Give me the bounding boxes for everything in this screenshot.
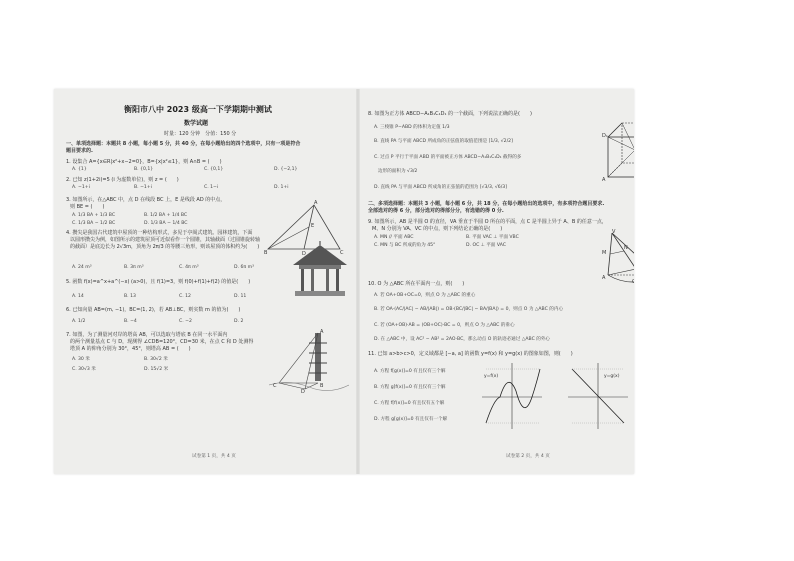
scanned-exam-paper xyxy=(54,89,666,474)
q5-option-a: A. 14 xyxy=(72,294,84,299)
question-10: 10. O 为 △ABC 所在平面内一点，则( ) xyxy=(368,281,465,287)
question-8: 8. 如图为正方体 ABCD−A₁B₁C₁D₁ 的一个截面，下列说法正确的是( ) xyxy=(368,111,532,117)
left-page-footer: 试卷第 1 页，共 4 页 xyxy=(192,454,236,459)
svg-text:M: M xyxy=(602,250,607,256)
exam-title: 衡阳市八中 2023 级高一下学期期中测试 xyxy=(124,105,272,114)
q5-option-b: B. 13 xyxy=(124,294,136,299)
q4-option-b: B. 3π m³ xyxy=(124,265,144,270)
question-1: 1. 设集合 A={x∈R|x²+x−2=0}，B={x|x²≤1}，则 A∩B = ( ) xyxy=(66,159,222,165)
svg-text:C: C xyxy=(340,250,344,255)
svg-text:N: N xyxy=(624,245,628,251)
question-7: 7. 如图，为了测量河对岸的塔高 AB，可以选取与塔底 B 在同一水平面内 xyxy=(66,332,228,338)
q10-option-c: C. 若 (OA+OB)·AB = (OB+OC)·BC = 0，则点 O 为 △ABC 的垂心 xyxy=(374,323,515,328)
q11-option-d: D. 方程 g[g(x)]=0 有且仅有一个解 xyxy=(374,417,448,422)
pavilion-picture xyxy=(289,241,351,299)
question-3-cont: 则 BE = ( ) xyxy=(70,204,105,210)
svg-text:A: A xyxy=(602,177,606,181)
q2-option-a: A. −1+i xyxy=(72,185,90,190)
q10-option-d: D. 在 △ABC 中，设 AC² − AB² = 2AO·BC，那么动点 O 的轨迹必通过 △ABC 的外心 xyxy=(374,337,551,342)
q9-option-b: B. 平面 VAC ⊥ 平面 VBC xyxy=(466,235,519,240)
question-5: 5. 函数 f(x)=a^x+a^(−x) (a>0)，且 f(1)=3，则 f(0)+f(1)+f(2) 的值是( ) xyxy=(66,279,251,285)
svg-text:V: V xyxy=(612,229,616,235)
page-fold xyxy=(356,89,360,474)
left-page xyxy=(64,89,356,474)
q5-option-d: D. 11 xyxy=(234,294,247,299)
question-4: 4. 攒尖是我国古代建筑中屋顶的一种结构形式，多见于亭阁式建筑。园林建筑，下面 xyxy=(66,230,253,236)
q7-option-c: C. 30√3 米 xyxy=(72,367,96,372)
q1-option-c: C. {0,1} xyxy=(204,167,224,172)
question-7-cont-1: 的两个测量基点 C 与 D，现测得 ∠CDB=120°，CD=30 米，在点 C 和 D 处测得 xyxy=(70,339,254,345)
q8-option-b: B. 直线 PA 与平面 ABCD 所成角的正弦值的取值范围是 [1/3, √2/2] xyxy=(374,139,513,144)
q1-option-d: D. {−2,1} xyxy=(274,167,298,172)
q8-option-c: C. 过点 P 平行于平面 ABD 的平面被正方体 ABCD−A₁B₁C₁D₁ 截得的多 xyxy=(374,155,522,160)
q10-option-b: B. 若 OA·(AC/|AC| − AB/|AB|) = OB·(BC/|BC| − BA/|BA|) = 0，则点 O 为 △ABC 的内心 xyxy=(374,307,564,312)
svg-text:B: B xyxy=(320,383,324,389)
q9-option-c: C. MN 与 BC 所成的角为 45° xyxy=(374,243,436,248)
svg-text:D₁: D₁ xyxy=(602,133,608,139)
q11-option-b: B. 方程 g[f(x)]=0 有且仅有三个解 xyxy=(374,385,446,390)
svg-text:E: E xyxy=(311,223,315,229)
q10-option-a: A. 若 OA+OB+OC=0，则点 O 为 △ABC 的重心 xyxy=(374,293,476,298)
svg-text:D: D xyxy=(302,251,306,255)
q3-option-a: A. 1/3 BA + 1/3 BC xyxy=(72,213,116,218)
question-7-cont-2: 塔顶 A 的仰角分别为 30°，45°，则塔高 AB = ( ) xyxy=(70,346,191,352)
q2-option-b: B. −1+i xyxy=(134,185,152,190)
exam-meta: 时量：120 分钟 分值：150 分 xyxy=(164,131,237,137)
section-2-heading: 二、多项选择题：本题共 3 小题，每小题 6 分，共 18 分，在每小题给出的选项中，有多项符合题目要求. xyxy=(368,201,605,207)
q3-option-c: C. 1/3 BA − 1/2 BC xyxy=(72,221,116,226)
q1-option-a: A. {1} xyxy=(72,167,87,172)
svg-text:A: A xyxy=(320,329,324,335)
question-9-cont: M、N 分别为 VA、VC 的中点，则下列结论正确的是( ) xyxy=(372,226,503,232)
q11-option-a: A. 方程 f[g(x)]=0 有且仅有三个解 xyxy=(374,369,446,374)
question-11: 11. 已知 a>b>c>0，定义域都是 [−a, a] 的函数 y=f(x) 和 y=g(x) 的图象如图，则( ) xyxy=(368,351,573,357)
half-circle-pyramid-figure: V M N A B C O xyxy=(602,229,662,285)
svg-text:O: O xyxy=(632,279,636,285)
q8-option-c-cont: 边形的面积为 √3/2 xyxy=(378,169,418,174)
q4-option-a: A. 24 m³ xyxy=(72,265,92,270)
graph-g-label: y=g(x) xyxy=(604,374,620,379)
question-4-cont-2: 的截面）是底边长为 2√3m，顶角为 2π/3 的等腰三角形，则该屋顶的体积约为( ) xyxy=(70,244,260,250)
q4-option-d: D. 6π m³ xyxy=(234,265,254,270)
svg-text:C: C xyxy=(273,383,277,389)
q9-option-d: D. OC ⊥ 平面 VAC xyxy=(466,243,506,248)
section-1-heading-cont: 题目要求的. xyxy=(66,148,93,154)
question-9: 9. 如图所示，AB 是半圆 O 的直径，VA 垂直于半圆 O 所在的平面，点 C 是半圆上异于 A、B 的任意一点， xyxy=(368,219,607,225)
section-2-heading-cont: 全部选对的得 6 分，部分选对的得部分分，有选错的得 0 分. xyxy=(368,208,504,214)
q6-option-b: B. −4 xyxy=(124,319,137,324)
question-4-cont-1: 以圆形攒尖为例，如图所示的建筑屋顶可近似看作一个圆锥，其轴截面（过圆锥旋转轴 xyxy=(70,237,261,243)
q4-option-c: C. 4π m³ xyxy=(179,265,199,270)
q9-option-a: A. MN // 平面 ABC xyxy=(374,235,414,240)
q8-option-a: A. 三棱锥 P−ABD 的体积为定值 1/3 xyxy=(374,125,450,130)
question-3: 3. 如图所示，在△ABC 中，点 D 在线段 BC 上，E 是线段 AD 的中点， xyxy=(66,197,226,203)
q6-option-a: A. 1/2 xyxy=(72,319,86,324)
question-2: 2. 已知 z(1+2i)=5 (i 为虚数单位)，则 z = ( ) xyxy=(66,177,179,183)
q1-option-b: B. {0,1} xyxy=(134,167,154,172)
svg-text:B: B xyxy=(264,250,268,255)
right-page xyxy=(366,89,666,474)
q7-option-b: B. 30√2 米 xyxy=(144,357,168,362)
svg-text:A: A xyxy=(602,275,606,281)
q6-option-d: D. 2 xyxy=(234,319,244,324)
q2-option-d: D. 1+i xyxy=(274,185,289,190)
right-page-footer: 试卷第 2 页，共 4 页 xyxy=(506,454,550,459)
graph-f-label: y=f(x) xyxy=(484,374,499,379)
q7-option-a: A. 30 米 xyxy=(72,357,90,362)
q3-option-b: B. 1/2 BA + 1/4 BC xyxy=(144,213,188,218)
q2-option-c: C. 1−i xyxy=(204,185,219,190)
q6-option-c: C. −2 xyxy=(179,319,192,324)
graph-f-of-x xyxy=(480,361,544,431)
graph-g-of-x xyxy=(566,361,630,431)
q7-option-d: D. 15√2 米 xyxy=(144,367,169,372)
section-1-heading: 一、单项选择题：本题共 8 小题，每小题 5 分，共 40 分，在每小题给出的四个选项中，只有一项是符合 xyxy=(66,141,301,147)
svg-text:D: D xyxy=(301,389,305,393)
tower-survey-figure xyxy=(269,327,349,393)
exam-subject: 数学试题 xyxy=(184,120,209,127)
q5-option-c: C. 12 xyxy=(179,294,191,299)
svg-text:A: A xyxy=(314,200,318,206)
q3-option-d: D. 1/3 BA − 1/4 BC xyxy=(144,221,188,226)
cube-figure: D₁ A B C xyxy=(602,119,634,181)
q8-option-d: D. 直线 PA 与平面 ABCD 所成角的正弦值的范围为 [√3/3, √6/3] xyxy=(374,185,507,190)
question-6: 6. 已知向量 AB=(m, −1)，BC=(1, 2)，若 AB⊥BC，则实数 m 的值为( ) xyxy=(66,307,241,313)
q11-option-c: C. 方程 f[f(x)]=0 有且仅有五个解 xyxy=(374,401,445,406)
